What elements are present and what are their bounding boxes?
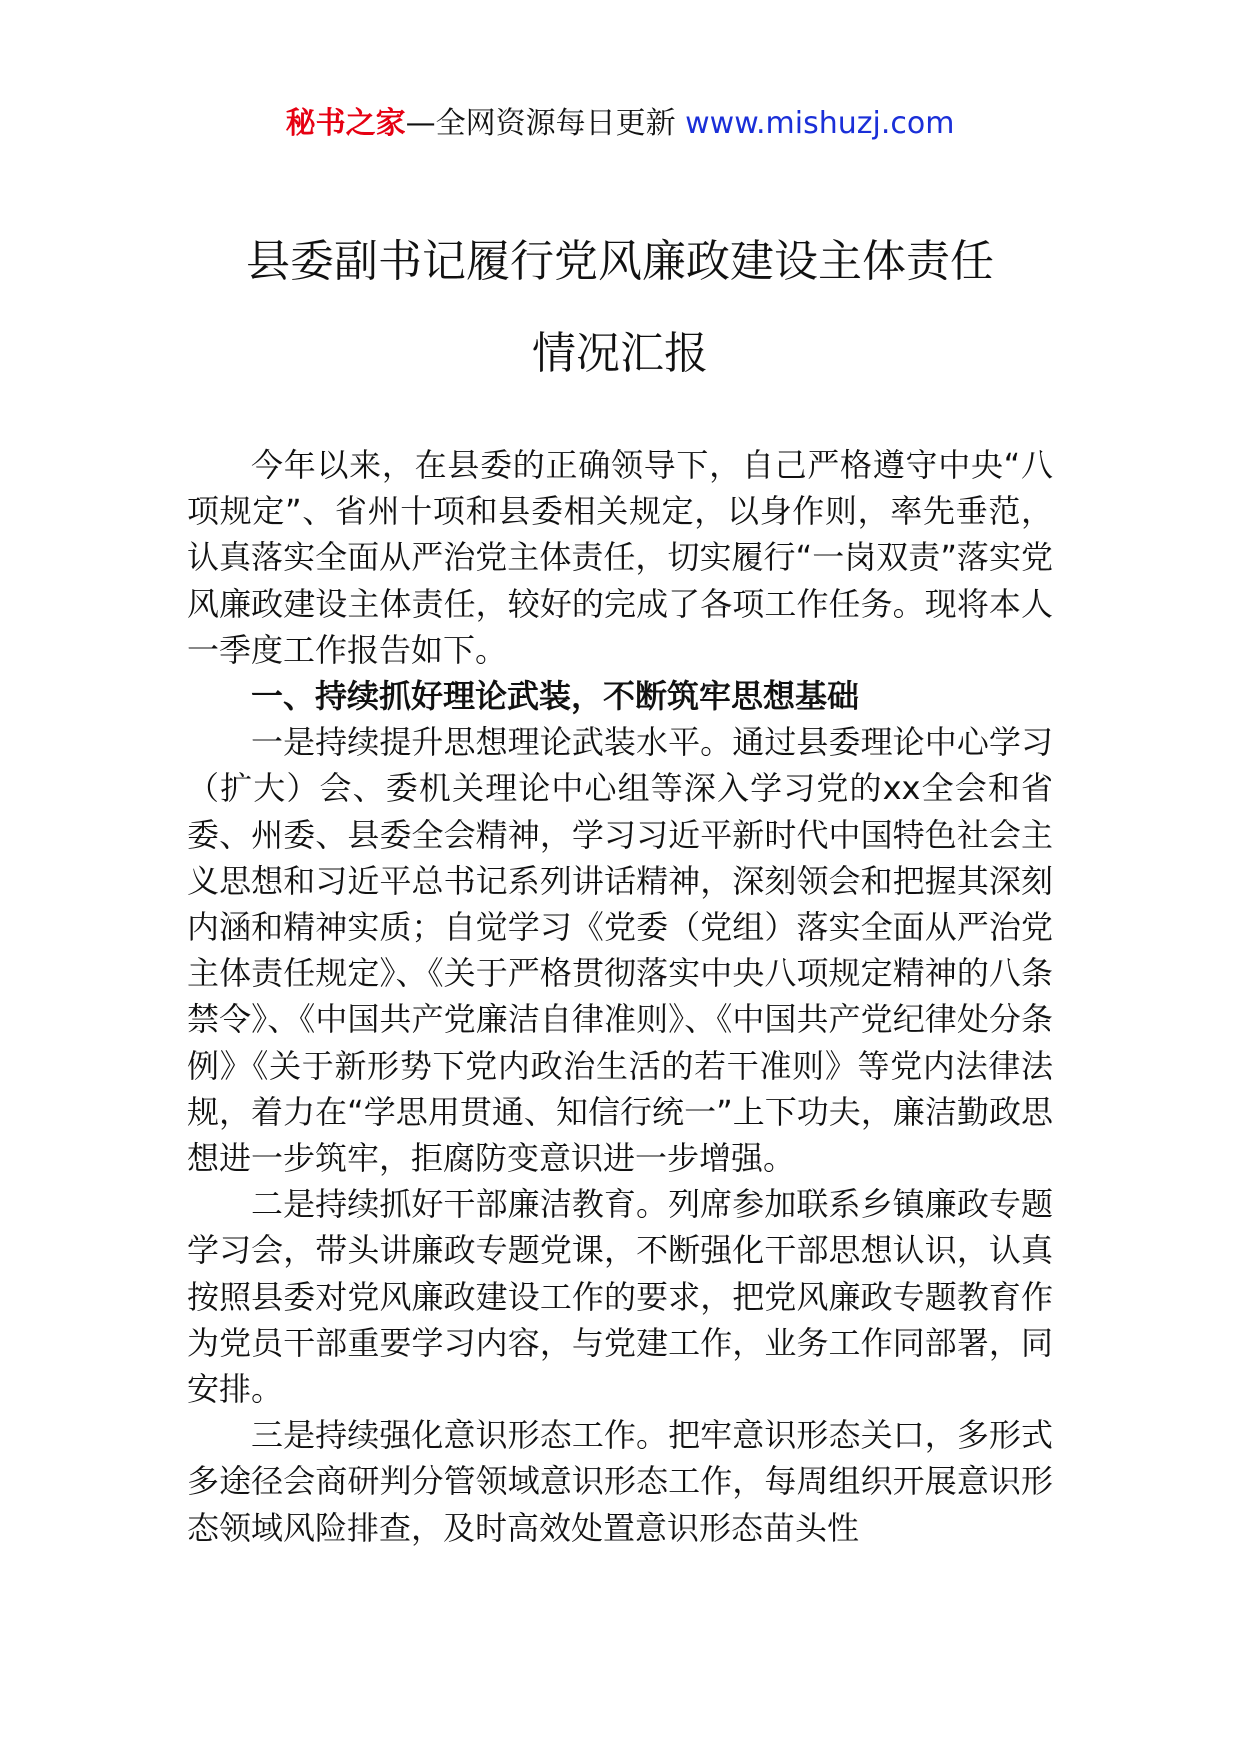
site-header bbox=[0, 104, 1240, 144]
document-body bbox=[187, 442, 1053, 1551]
body-paragraph: 二是持续抓好干部廉洁教育。列席参加联系乡镇廉政专题学习会，带头讲廉政专题党课，不断强化干部思想认识，认真按照县委对党风廉政建设工作的要求，把党风廉政专题教育作为党员干部重要学习内容，与党建工作，业务工作同部署，同安排。 bbox=[187, 1185, 1053, 1409]
document-title-line-2: 情况汇报 bbox=[532, 328, 708, 379]
section-heading: 一、持续抓好理论武装，不断筑牢思想基础 bbox=[251, 677, 860, 716]
document-title-line-1: 县委副书记履行党风廉政建设主体责任 bbox=[246, 236, 994, 287]
site-url-link[interactable]: www.mishuzj.com bbox=[685, 106, 955, 141]
body-paragraph: 一是持续提升思想理论武装水平。通过县委理论中心学习（扩大）会、委机关理论中心组等深入学习党的xx全会和省委、州委、县委全会精神，学习习近平新时代中国特色社会主义思想和习近平总书记系列讲话精神，深刻领会和把握其深刻内涵和精神实质；自觉学习《党委（党组）落实全面从严治党主体责任规定》、《关于严格贯彻落实中央八项规定精神的八条禁令》、《中国共产党廉洁自律准则》、《中国共产党纪律处分条例》《关于新形势下党内政治生活的若干准则》等党内法律法规，着力在“学思用贯通、知信行统一”上下功夫，廉洁勤政思想进一步筑牢，拒腐防变意识进一步增强。 bbox=[187, 723, 1053, 1178]
header-tagline: —全网资源每日更新 bbox=[405, 106, 686, 141]
intro-paragraph: 今年以来，在县委的正确领导下，自己严格遵守中央“八项规定”、省州十项和县委相关规定，以身作则，率先垂范，认真落实全面从严治党主体责任，切实履行“一岗双责”落实党风廉政建设主体责任，较好的完成了各项工作任务。现将本人一季度工作报告如下。 bbox=[187, 446, 1053, 669]
brand-name: 秘书之家 bbox=[285, 106, 406, 141]
body-paragraph: 三是持续强化意识形态工作。把牢意识形态关口，多形式多途径会商研判分管领域意识形态工作，每周组织开展意识形态领域风险排查，及时高效处置意识形态苗头性 bbox=[187, 1416, 1053, 1547]
